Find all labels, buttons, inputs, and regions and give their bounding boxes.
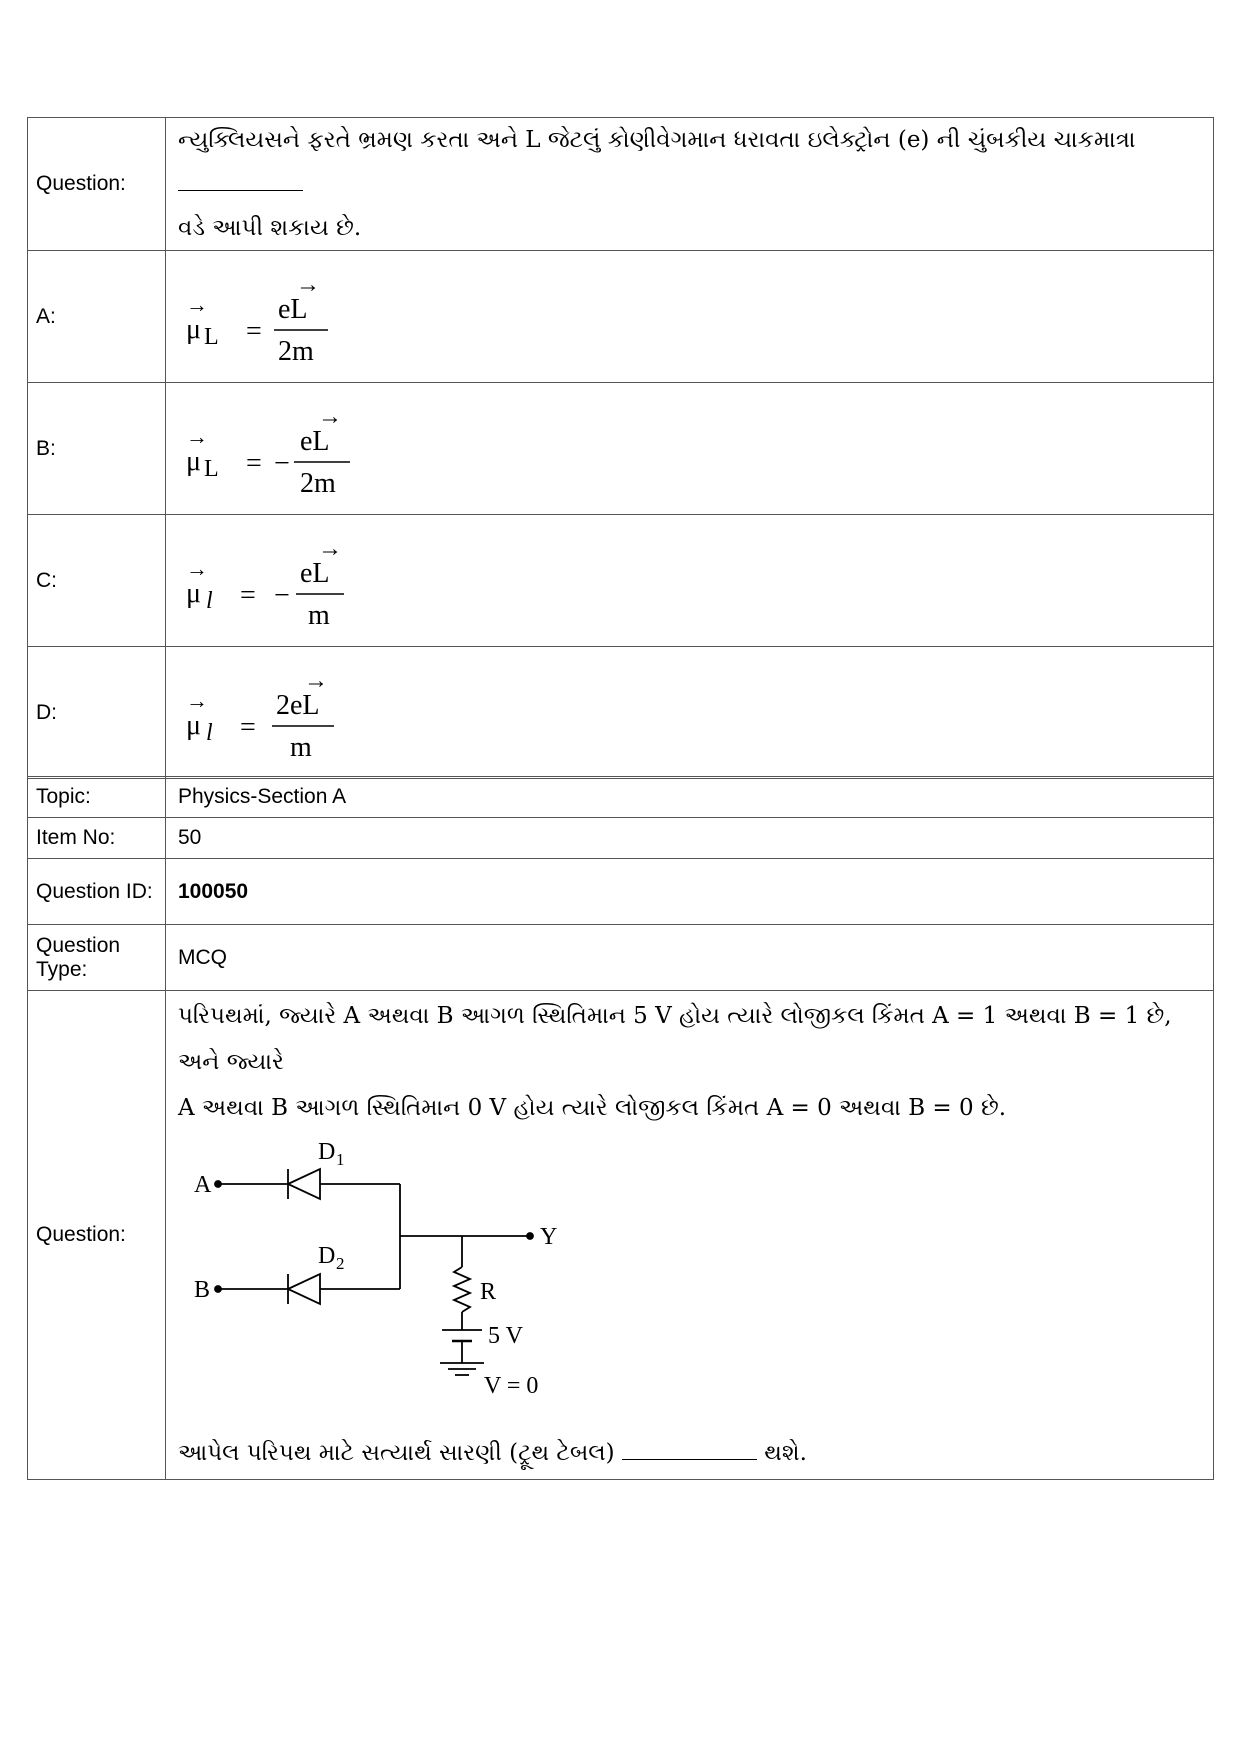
question-label: Question: (28, 118, 166, 251)
option-label-a: A: (28, 251, 166, 383)
vector-arrow: → (296, 271, 320, 298)
mu-symbol: μ (186, 445, 202, 477)
formula-c (178, 526, 398, 636)
minus-sign: − (274, 447, 290, 479)
ground-label: V = 0 (484, 1373, 539, 1399)
topic-label: Topic: (28, 777, 166, 818)
item-value: 50 (166, 818, 1214, 859)
question-text-line2: વડે આપી શકાય છે. (178, 215, 362, 241)
diode-d1-subscript: 1 (336, 1150, 345, 1169)
question2-text-line3-end: થશે. (764, 1440, 807, 1466)
option-row-c[interactable] (28, 515, 1214, 647)
minus-sign: − (274, 579, 290, 611)
denominator: 2m (278, 335, 314, 367)
mu-subscript: l (206, 719, 213, 746)
diode-d2-triangle (288, 1274, 320, 1304)
question-text-line1: ન્યુક્લિયસને ફરતે ભ્રમણ કરતા અને L જેટલું કોણીવેગમાન ધરાવતા ઇલેક્ટ્રોન (e) ની ચુંબકીય ચાકમાત્રા (178, 127, 1136, 153)
question-id-row (28, 859, 1214, 925)
input-b-label: B (194, 1277, 211, 1303)
input-a-label: A (194, 1172, 212, 1198)
equals-sign: = (246, 315, 262, 347)
mu-symbol: μ (186, 577, 202, 609)
option-row-b[interactable] (28, 383, 1214, 515)
diode-d1-triangle (288, 1169, 320, 1199)
answer-blank (622, 1439, 757, 1460)
option-formula-b[interactable] (166, 383, 1214, 515)
mu-symbol: μ (186, 313, 202, 345)
circuit-question-row (28, 991, 1214, 1480)
equals-sign: = (240, 579, 256, 611)
question2-text-line2: A અથવા B આગળ સ્થિતિમાન 0 V હોય ત્યારે લોજીકલ કિંમત A = 0 અથવા B = 0 છે. (178, 1095, 1007, 1121)
mu-subscript: L (204, 323, 219, 350)
vector-arrow: → (186, 291, 208, 317)
option-row-a[interactable] (28, 251, 1214, 383)
option-row-d[interactable] (28, 647, 1214, 779)
mu-subscript: l (206, 587, 213, 614)
question2-text-line1: પરિપથમાં, જ્યારે A અથવા B આગળ સ્થિતિમાન 5 V હોય ત્યારે લોજીકલ કિંમત A = 1 અથવા B = 1 છે, અને જ્યારે (178, 1003, 1172, 1075)
question-table-1 (27, 117, 1214, 779)
diode-d1-label: D (318, 1139, 336, 1165)
resistor-r (454, 1267, 470, 1312)
question-id-label: Question ID: (28, 859, 166, 925)
question-type-row (28, 925, 1214, 991)
option-formula-c[interactable] (166, 515, 1214, 647)
formula-a (178, 262, 398, 372)
output-y-label: Y (540, 1224, 558, 1250)
option-formula-d[interactable] (166, 647, 1214, 779)
vector-arrow: → (304, 667, 328, 694)
option-formula-a[interactable] (166, 251, 1214, 383)
option-label-b: B: (28, 383, 166, 515)
denominator: 2m (300, 467, 336, 499)
question-type-label: Question Type: (28, 925, 166, 991)
denominator: m (290, 731, 312, 763)
question-id-value: 100050 (166, 859, 1214, 925)
question-row (28, 118, 1214, 251)
numerator: eL (300, 425, 330, 457)
vector-arrow: → (186, 423, 208, 449)
option-label-d: D: (28, 647, 166, 779)
mu-symbol: μ (186, 709, 202, 741)
vector-arrow: → (186, 687, 208, 713)
vector-arrow: → (318, 535, 342, 562)
formula-d (178, 658, 398, 768)
question-table-2 (27, 776, 1214, 1480)
vector-arrow: → (186, 555, 208, 581)
question2-text-line3: આપેલ પરિપથ માટે સત્યાર્થ સારણી (ટ્રૂથ ટેબલ) (178, 1440, 615, 1466)
item-row (28, 818, 1214, 859)
battery-label: 5 V (488, 1323, 523, 1349)
topic-row (28, 777, 1214, 818)
formula-b (178, 394, 398, 504)
option-label-c: C: (28, 515, 166, 647)
vector-arrow: → (318, 403, 342, 430)
diode-circuit-diagram (184, 1131, 604, 1431)
resistor-label: R (480, 1279, 497, 1305)
answer-blank (178, 170, 303, 191)
item-label: Item No: (28, 818, 166, 859)
mu-subscript: L (204, 455, 219, 482)
question-label: Question: (28, 991, 166, 1480)
equals-sign: = (240, 711, 256, 743)
question-text (166, 118, 1214, 251)
denominator: m (308, 599, 330, 631)
numerator: eL (300, 557, 330, 589)
topic-value: Physics-Section A (166, 777, 1214, 818)
diode-d2-label: D (318, 1243, 336, 1269)
numerator: 2eL (276, 689, 320, 721)
circuit-question-content (166, 991, 1214, 1480)
equals-sign: = (246, 447, 262, 479)
diode-d2-subscript: 2 (336, 1254, 345, 1273)
numerator: eL (278, 293, 308, 325)
terminal-y-dot (527, 1233, 533, 1239)
question-type-value: MCQ (166, 925, 1214, 991)
